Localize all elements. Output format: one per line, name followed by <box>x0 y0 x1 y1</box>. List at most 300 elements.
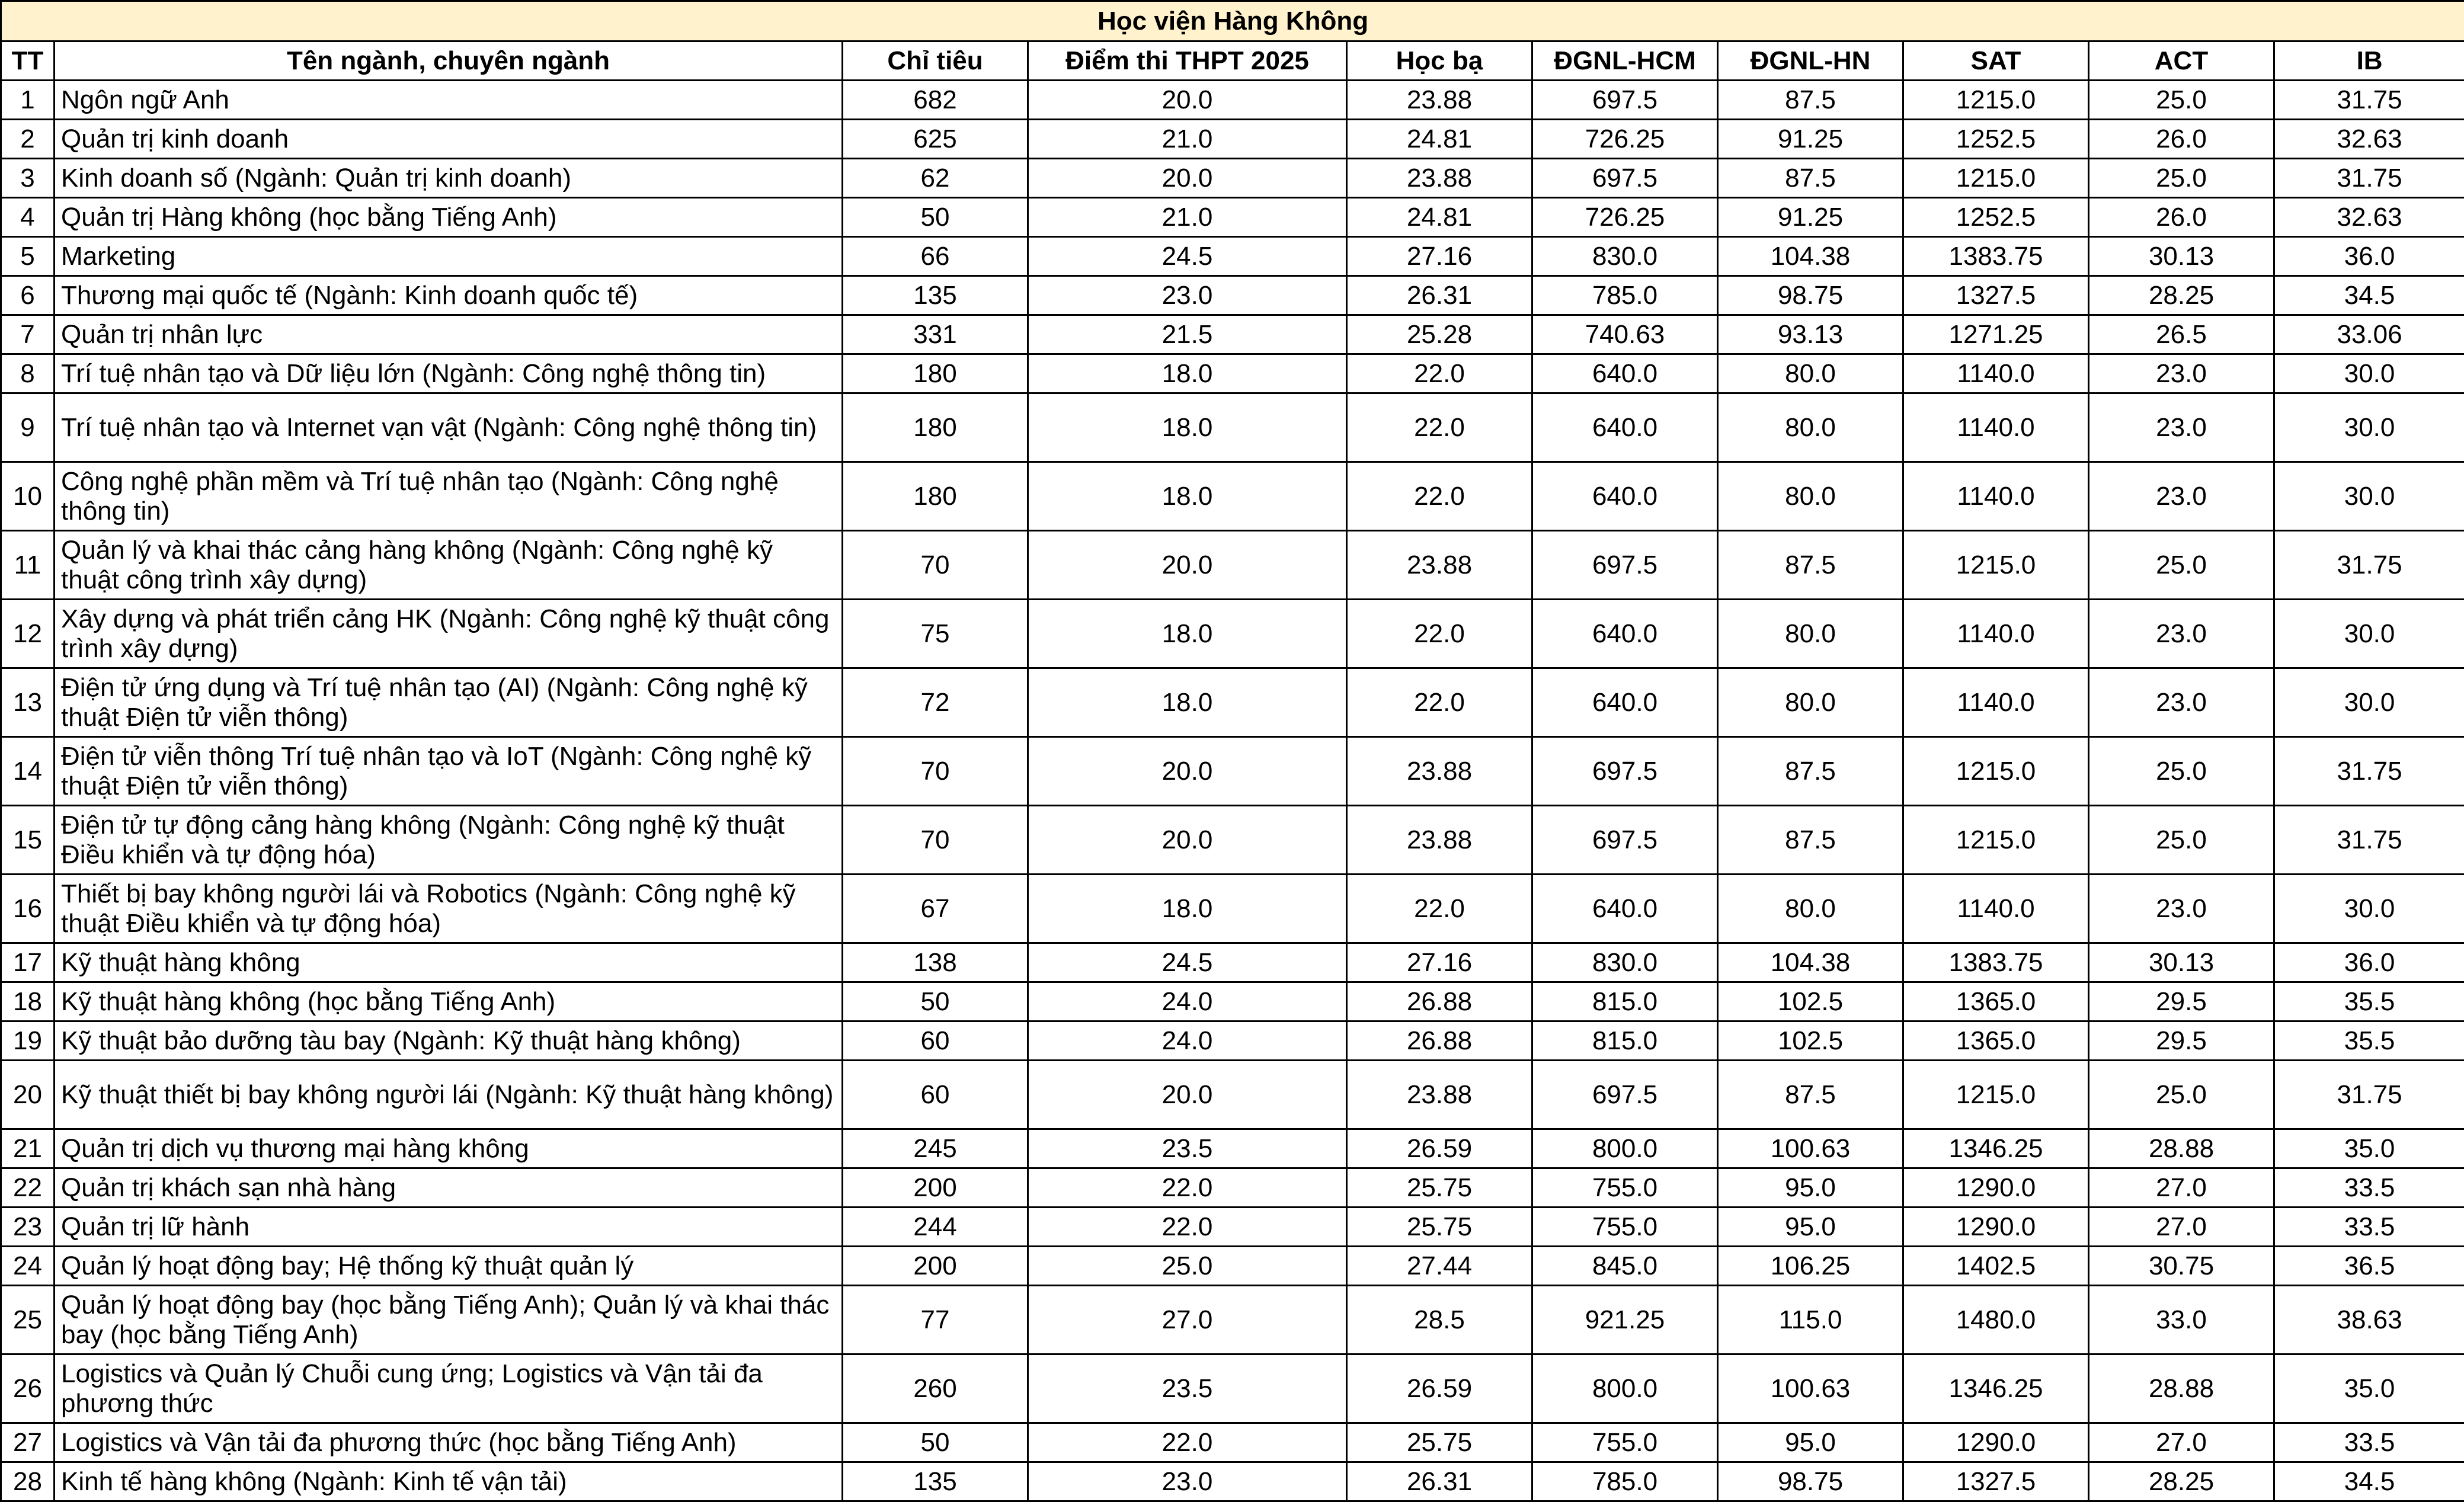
cell-dgnl-hn: 100.63 <box>1718 1129 1903 1168</box>
cell-ib: 31.75 <box>2274 81 2464 120</box>
cell-dgnl-hn: 98.75 <box>1718 1462 1903 1501</box>
table-row <box>1 806 2464 875</box>
cell-program: Thiết bị bay không người lái và Robotics (Ngành: Công nghệ kỹ thuật Điều khiển và tự động hóa) <box>55 875 843 943</box>
cell-transcript: 22.0 <box>1347 875 1532 943</box>
cell-quota: 66 <box>843 237 1028 276</box>
cell-sat: 1365.0 <box>1903 1021 2089 1061</box>
cell-transcript: 23.88 <box>1347 737 1532 806</box>
cell-program: Điện tử viễn thông Trí tuệ nhân tạo và IoT (Ngành: Công nghệ kỹ thuật Điện tử viễn thông) <box>55 737 843 806</box>
cell-dgnl-hn: 87.5 <box>1718 81 1903 120</box>
cell-dgnl-hcm: 830.0 <box>1532 237 1718 276</box>
cell-program: Quản trị kinh doanh <box>55 120 843 159</box>
cell-sat: 1215.0 <box>1903 1061 2089 1129</box>
cell-dgnl-hcm: 697.5 <box>1532 531 1718 600</box>
cell-thpt-score: 21.5 <box>1028 315 1347 354</box>
cell-program: Kỹ thuật thiết bị bay không người lái (Ngành: Kỹ thuật hàng không) <box>55 1061 843 1129</box>
table-row <box>1 668 2464 737</box>
cell-act: 27.0 <box>2089 1168 2274 1208</box>
cell-sat: 1140.0 <box>1903 462 2089 531</box>
cell-dgnl-hcm: 755.0 <box>1532 1423 1718 1462</box>
header-cell-thpt-score: Điểm thi THPT 2025 <box>1028 41 1347 81</box>
header-cell-program: Tên ngành, chuyên ngành <box>55 41 843 81</box>
cell-sat: 1140.0 <box>1903 875 2089 943</box>
header-cell-act: ACT <box>2089 41 2274 81</box>
cell-sat: 1215.0 <box>1903 159 2089 198</box>
cell-act: 28.88 <box>2089 1129 2274 1168</box>
table-row <box>1 1129 2464 1168</box>
cell-dgnl-hn: 80.0 <box>1718 393 1903 462</box>
cell-program: Ngôn ngữ Anh <box>55 81 843 120</box>
table-row <box>1 1462 2464 1501</box>
cell-ib: 30.0 <box>2274 393 2464 462</box>
cell-act: 33.0 <box>2089 1286 2274 1354</box>
cell-transcript: 23.88 <box>1347 81 1532 120</box>
cell-dgnl-hn: 91.25 <box>1718 198 1903 237</box>
table-row <box>1 600 2464 668</box>
cell-tt: 14 <box>1 737 55 806</box>
cell-dgnl-hn: 80.0 <box>1718 462 1903 531</box>
cell-transcript: 25.75 <box>1347 1423 1532 1462</box>
cell-program: Công nghệ phần mềm và Trí tuệ nhân tạo (Ngành: Công nghệ thông tin) <box>55 462 843 531</box>
cell-ib: 35.0 <box>2274 1129 2464 1168</box>
cell-dgnl-hcm: 726.25 <box>1532 120 1718 159</box>
cell-sat: 1327.5 <box>1903 276 2089 315</box>
table-row <box>1 462 2464 531</box>
cell-ib: 31.75 <box>2274 159 2464 198</box>
cell-ib: 35.5 <box>2274 982 2464 1021</box>
cell-quota: 70 <box>843 531 1028 600</box>
cell-act: 25.0 <box>2089 81 2274 120</box>
header-cell-dgnl-hn: ĐGNL-HN <box>1718 41 1903 81</box>
cell-ib: 30.0 <box>2274 354 2464 393</box>
cell-program: Marketing <box>55 237 843 276</box>
cell-sat: 1327.5 <box>1903 1462 2089 1501</box>
cell-quota: 180 <box>843 354 1028 393</box>
table-row <box>1 737 2464 806</box>
cell-thpt-score: 22.0 <box>1028 1423 1347 1462</box>
cell-sat: 1215.0 <box>1903 81 2089 120</box>
cell-program: Quản lý hoạt động bay (học bằng Tiếng Anh); Quản lý và khai thác bay (học bằng Tiếng Anh) <box>55 1286 843 1354</box>
cell-dgnl-hcm: 640.0 <box>1532 875 1718 943</box>
cell-thpt-score: 21.0 <box>1028 120 1347 159</box>
cell-sat: 1383.75 <box>1903 943 2089 982</box>
cell-act: 23.0 <box>2089 393 2274 462</box>
cell-transcript: 24.81 <box>1347 198 1532 237</box>
cell-tt: 16 <box>1 875 55 943</box>
table-row <box>1 982 2464 1021</box>
cell-dgnl-hcm: 755.0 <box>1532 1168 1718 1208</box>
cell-thpt-score: 21.0 <box>1028 198 1347 237</box>
cell-dgnl-hn: 80.0 <box>1718 875 1903 943</box>
table-row <box>1 1168 2464 1208</box>
cell-sat: 1365.0 <box>1903 982 2089 1021</box>
cell-dgnl-hn: 104.38 <box>1718 943 1903 982</box>
cell-dgnl-hn: 87.5 <box>1718 1061 1903 1129</box>
cell-sat: 1140.0 <box>1903 600 2089 668</box>
cell-ib: 36.5 <box>2274 1247 2464 1286</box>
cell-dgnl-hcm: 845.0 <box>1532 1247 1718 1286</box>
table-row <box>1 1423 2464 1462</box>
cell-transcript: 26.88 <box>1347 1021 1532 1061</box>
cell-quota: 138 <box>843 943 1028 982</box>
cell-dgnl-hn: 93.13 <box>1718 315 1903 354</box>
cell-tt: 7 <box>1 315 55 354</box>
cell-program: Kỹ thuật hàng không <box>55 943 843 982</box>
cell-ib: 30.0 <box>2274 668 2464 737</box>
cell-quota: 180 <box>843 393 1028 462</box>
cell-tt: 10 <box>1 462 55 531</box>
cell-transcript: 24.81 <box>1347 120 1532 159</box>
cell-quota: 135 <box>843 1462 1028 1501</box>
cell-thpt-score: 18.0 <box>1028 462 1347 531</box>
cell-dgnl-hn: 100.63 <box>1718 1354 1903 1423</box>
cell-sat: 1290.0 <box>1903 1168 2089 1208</box>
table-row <box>1 531 2464 600</box>
table-body <box>1 81 2464 1501</box>
cell-transcript: 26.31 <box>1347 1462 1532 1501</box>
cell-ib: 33.5 <box>2274 1423 2464 1462</box>
cell-ib: 34.5 <box>2274 1462 2464 1501</box>
cell-transcript: 22.0 <box>1347 354 1532 393</box>
cell-dgnl-hn: 102.5 <box>1718 982 1903 1021</box>
cell-dgnl-hn: 87.5 <box>1718 737 1903 806</box>
cell-ib: 32.63 <box>2274 120 2464 159</box>
cell-ib: 30.0 <box>2274 600 2464 668</box>
cell-act: 25.0 <box>2089 1061 2274 1129</box>
cell-transcript: 26.31 <box>1347 276 1532 315</box>
cell-ib: 33.5 <box>2274 1208 2464 1247</box>
cell-quota: 50 <box>843 982 1028 1021</box>
cell-ib: 35.5 <box>2274 1021 2464 1061</box>
cell-tt: 2 <box>1 120 55 159</box>
cell-dgnl-hcm: 697.5 <box>1532 1061 1718 1129</box>
header-cell-transcript: Học bạ <box>1347 41 1532 81</box>
cell-dgnl-hn: 95.0 <box>1718 1168 1903 1208</box>
cell-program: Xây dựng và phát triển cảng HK (Ngành: Công nghệ kỹ thuật công trình xây dựng) <box>55 600 843 668</box>
cell-sat: 1215.0 <box>1903 806 2089 875</box>
cell-thpt-score: 23.5 <box>1028 1129 1347 1168</box>
cell-thpt-score: 18.0 <box>1028 600 1347 668</box>
cell-sat: 1252.5 <box>1903 120 2089 159</box>
cell-dgnl-hcm: 800.0 <box>1532 1129 1718 1168</box>
cell-tt: 28 <box>1 1462 55 1501</box>
cell-dgnl-hcm: 755.0 <box>1532 1208 1718 1247</box>
cell-thpt-score: 20.0 <box>1028 806 1347 875</box>
cell-ib: 33.06 <box>2274 315 2464 354</box>
table-row <box>1 1286 2464 1354</box>
cell-program: Trí tuệ nhân tạo và Dữ liệu lớn (Ngành: Công nghệ thông tin) <box>55 354 843 393</box>
cell-quota: 244 <box>843 1208 1028 1247</box>
cell-act: 23.0 <box>2089 875 2274 943</box>
header-cell-tt: TT <box>1 41 55 81</box>
cell-dgnl-hn: 106.25 <box>1718 1247 1903 1286</box>
cell-tt: 25 <box>1 1286 55 1354</box>
cell-program: Logistics và Vận tải đa phương thức (học bằng Tiếng Anh) <box>55 1423 843 1462</box>
cell-ib: 33.5 <box>2274 1168 2464 1208</box>
cell-tt: 20 <box>1 1061 55 1129</box>
cell-thpt-score: 23.5 <box>1028 1354 1347 1423</box>
cell-program: Quản trị Hàng không (học bằng Tiếng Anh) <box>55 198 843 237</box>
table-row <box>1 943 2464 982</box>
cell-program: Quản trị nhân lực <box>55 315 843 354</box>
header-cell-ib: IB <box>2274 41 2464 81</box>
cell-dgnl-hn: 104.38 <box>1718 237 1903 276</box>
cell-quota: 200 <box>843 1168 1028 1208</box>
cell-act: 23.0 <box>2089 600 2274 668</box>
cell-dgnl-hcm: 740.63 <box>1532 315 1718 354</box>
cell-act: 26.0 <box>2089 120 2274 159</box>
cell-thpt-score: 24.0 <box>1028 982 1347 1021</box>
cell-program: Kỹ thuật bảo dưỡng tàu bay (Ngành: Kỹ thuật hàng không) <box>55 1021 843 1061</box>
cell-act: 30.13 <box>2089 943 2274 982</box>
cell-quota: 70 <box>843 806 1028 875</box>
cell-thpt-score: 20.0 <box>1028 737 1347 806</box>
cell-transcript: 26.59 <box>1347 1354 1532 1423</box>
header-cell-dgnl-hcm: ĐGNL-HCM <box>1532 41 1718 81</box>
cell-transcript: 27.16 <box>1347 237 1532 276</box>
cell-tt: 26 <box>1 1354 55 1423</box>
cell-act: 30.13 <box>2089 237 2274 276</box>
cell-quota: 77 <box>843 1286 1028 1354</box>
cell-quota: 60 <box>843 1061 1028 1129</box>
cell-program: Thương mại quốc tế (Ngành: Kinh doanh quốc tế) <box>55 276 843 315</box>
cell-quota: 135 <box>843 276 1028 315</box>
header-cell-sat: SAT <box>1903 41 2089 81</box>
cell-act: 28.25 <box>2089 1462 2274 1501</box>
cell-sat: 1290.0 <box>1903 1208 2089 1247</box>
cell-tt: 15 <box>1 806 55 875</box>
cell-sat: 1215.0 <box>1903 737 2089 806</box>
cell-transcript: 27.44 <box>1347 1247 1532 1286</box>
cell-ib: 36.0 <box>2274 237 2464 276</box>
cell-program: Điện tử tự động cảng hàng không (Ngành: Công nghệ kỹ thuật Điều khiển và tự động hóa) <box>55 806 843 875</box>
cell-transcript: 23.88 <box>1347 1061 1532 1129</box>
cell-quota: 682 <box>843 81 1028 120</box>
cell-thpt-score: 18.0 <box>1028 354 1347 393</box>
table-title: Học viện Hàng Không <box>1 1 2464 41</box>
cell-sat: 1140.0 <box>1903 668 2089 737</box>
cell-quota: 75 <box>843 600 1028 668</box>
cell-dgnl-hcm: 785.0 <box>1532 1462 1718 1501</box>
cell-quota: 180 <box>843 462 1028 531</box>
cell-transcript: 27.16 <box>1347 943 1532 982</box>
cell-thpt-score: 27.0 <box>1028 1286 1347 1354</box>
cell-thpt-score: 23.0 <box>1028 1462 1347 1501</box>
cell-dgnl-hcm: 640.0 <box>1532 668 1718 737</box>
cell-dgnl-hn: 115.0 <box>1718 1286 1903 1354</box>
cell-dgnl-hn: 87.5 <box>1718 531 1903 600</box>
table-row <box>1 875 2464 943</box>
table-row <box>1 237 2464 276</box>
cell-sat: 1402.5 <box>1903 1247 2089 1286</box>
cell-dgnl-hn: 80.0 <box>1718 354 1903 393</box>
table-row <box>1 1354 2464 1423</box>
cell-quota: 60 <box>843 1021 1028 1061</box>
cell-dgnl-hcm: 800.0 <box>1532 1354 1718 1423</box>
cell-act: 25.0 <box>2089 531 2274 600</box>
cell-program: Quản lý hoạt động bay; Hệ thống kỹ thuật quản lý <box>55 1247 843 1286</box>
cell-act: 23.0 <box>2089 462 2274 531</box>
cell-thpt-score: 22.0 <box>1028 1208 1347 1247</box>
cell-tt: 19 <box>1 1021 55 1061</box>
cell-tt: 9 <box>1 393 55 462</box>
cell-tt: 11 <box>1 531 55 600</box>
cell-thpt-score: 18.0 <box>1028 393 1347 462</box>
cell-tt: 1 <box>1 81 55 120</box>
cell-act: 28.25 <box>2089 276 2274 315</box>
cell-dgnl-hn: 95.0 <box>1718 1208 1903 1247</box>
table-row <box>1 1247 2464 1286</box>
cell-sat: 1271.25 <box>1903 315 2089 354</box>
cell-act: 27.0 <box>2089 1423 2274 1462</box>
cell-tt: 21 <box>1 1129 55 1168</box>
cell-thpt-score: 25.0 <box>1028 1247 1347 1286</box>
cell-dgnl-hcm: 921.25 <box>1532 1286 1718 1354</box>
cell-ib: 31.75 <box>2274 737 2464 806</box>
cell-quota: 62 <box>843 159 1028 198</box>
cell-program: Quản lý và khai thác cảng hàng không (Ngành: Công nghệ kỹ thuật công trình xây dựng) <box>55 531 843 600</box>
cell-thpt-score: 20.0 <box>1028 159 1347 198</box>
cell-transcript: 22.0 <box>1347 462 1532 531</box>
cell-program: Kỹ thuật hàng không (học bằng Tiếng Anh) <box>55 982 843 1021</box>
cell-quota: 200 <box>843 1247 1028 1286</box>
cell-program: Quản trị lữ hành <box>55 1208 843 1247</box>
cell-act: 27.0 <box>2089 1208 2274 1247</box>
cell-ib: 31.75 <box>2274 806 2464 875</box>
cell-sat: 1140.0 <box>1903 354 2089 393</box>
cell-dgnl-hn: 102.5 <box>1718 1021 1903 1061</box>
cell-dgnl-hcm: 785.0 <box>1532 276 1718 315</box>
cell-act: 29.5 <box>2089 982 2274 1021</box>
cell-quota: 67 <box>843 875 1028 943</box>
cell-program: Trí tuệ nhân tạo và Internet vạn vật (Ngành: Công nghệ thông tin) <box>55 393 843 462</box>
cell-dgnl-hn: 80.0 <box>1718 668 1903 737</box>
cell-dgnl-hcm: 697.5 <box>1532 737 1718 806</box>
cell-quota: 625 <box>843 120 1028 159</box>
cell-ib: 31.75 <box>2274 531 2464 600</box>
cell-transcript: 23.88 <box>1347 806 1532 875</box>
cell-tt: 18 <box>1 982 55 1021</box>
cell-tt: 8 <box>1 354 55 393</box>
cell-dgnl-hn: 80.0 <box>1718 600 1903 668</box>
cell-ib: 36.0 <box>2274 943 2464 982</box>
cell-ib: 30.0 <box>2274 462 2464 531</box>
cell-transcript: 26.88 <box>1347 982 1532 1021</box>
cell-tt: 5 <box>1 237 55 276</box>
cell-transcript: 22.0 <box>1347 668 1532 737</box>
cell-tt: 12 <box>1 600 55 668</box>
cell-thpt-score: 22.0 <box>1028 1168 1347 1208</box>
cell-transcript: 25.75 <box>1347 1168 1532 1208</box>
cell-tt: 4 <box>1 198 55 237</box>
cell-quota: 50 <box>843 1423 1028 1462</box>
cell-act: 23.0 <box>2089 668 2274 737</box>
cell-dgnl-hcm: 640.0 <box>1532 393 1718 462</box>
table-row <box>1 315 2464 354</box>
cell-act: 26.5 <box>2089 315 2274 354</box>
table-row <box>1 393 2464 462</box>
cell-act: 25.0 <box>2089 806 2274 875</box>
cell-dgnl-hn: 87.5 <box>1718 159 1903 198</box>
cell-tt: 13 <box>1 668 55 737</box>
cell-sat: 1383.75 <box>1903 237 2089 276</box>
cell-act: 25.0 <box>2089 159 2274 198</box>
table-row <box>1 1061 2464 1129</box>
cell-quota: 245 <box>843 1129 1028 1168</box>
cell-dgnl-hcm: 697.5 <box>1532 159 1718 198</box>
cell-transcript: 25.75 <box>1347 1208 1532 1247</box>
cell-thpt-score: 18.0 <box>1028 668 1347 737</box>
cell-ib: 31.75 <box>2274 1061 2464 1129</box>
cell-dgnl-hn: 98.75 <box>1718 276 1903 315</box>
cell-tt: 24 <box>1 1247 55 1286</box>
cell-program: Điện tử ứng dụng và Trí tuệ nhân tạo (AI) (Ngành: Công nghệ kỹ thuật Điện tử viễn thông) <box>55 668 843 737</box>
cell-program: Logistics và Quản lý Chuỗi cung ứng; Logistics và Vận tải đa phương thức <box>55 1354 843 1423</box>
cell-tt: 17 <box>1 943 55 982</box>
cell-thpt-score: 23.0 <box>1028 276 1347 315</box>
cell-ib: 38.63 <box>2274 1286 2464 1354</box>
cell-tt: 6 <box>1 276 55 315</box>
cell-tt: 27 <box>1 1423 55 1462</box>
table-row <box>1 354 2464 393</box>
cell-sat: 1140.0 <box>1903 393 2089 462</box>
cell-dgnl-hcm: 815.0 <box>1532 1021 1718 1061</box>
cell-dgnl-hcm: 697.5 <box>1532 81 1718 120</box>
cell-thpt-score: 24.5 <box>1028 943 1347 982</box>
table-row <box>1 198 2464 237</box>
cell-dgnl-hcm: 640.0 <box>1532 462 1718 531</box>
cell-ib: 35.0 <box>2274 1354 2464 1423</box>
cell-act: 29.5 <box>2089 1021 2274 1061</box>
cell-program: Quản trị dịch vụ thương mại hàng không <box>55 1129 843 1168</box>
cell-quota: 72 <box>843 668 1028 737</box>
cell-thpt-score: 18.0 <box>1028 875 1347 943</box>
table-row <box>1 276 2464 315</box>
cell-program: Kinh doanh số (Ngành: Quản trị kinh doanh) <box>55 159 843 198</box>
cell-quota: 70 <box>843 737 1028 806</box>
cell-act: 30.75 <box>2089 1247 2274 1286</box>
cell-quota: 331 <box>843 315 1028 354</box>
cell-transcript: 26.59 <box>1347 1129 1532 1168</box>
cell-thpt-score: 20.0 <box>1028 531 1347 600</box>
cell-sat: 1480.0 <box>1903 1286 2089 1354</box>
table-row <box>1 120 2464 159</box>
cell-dgnl-hcm: 815.0 <box>1532 982 1718 1021</box>
cell-tt: 23 <box>1 1208 55 1247</box>
cell-ib: 32.63 <box>2274 198 2464 237</box>
cell-tt: 3 <box>1 159 55 198</box>
cell-thpt-score: 20.0 <box>1028 81 1347 120</box>
cell-act: 28.88 <box>2089 1354 2274 1423</box>
table-row <box>1 159 2464 198</box>
cell-tt: 22 <box>1 1168 55 1208</box>
header-row <box>1 41 2464 81</box>
cell-transcript: 22.0 <box>1347 393 1532 462</box>
cell-sat: 1290.0 <box>1903 1423 2089 1462</box>
cell-thpt-score: 24.0 <box>1028 1021 1347 1061</box>
cell-transcript: 28.5 <box>1347 1286 1532 1354</box>
cell-transcript: 22.0 <box>1347 600 1532 668</box>
cell-act: 23.0 <box>2089 354 2274 393</box>
cell-ib: 34.5 <box>2274 276 2464 315</box>
cell-transcript: 23.88 <box>1347 531 1532 600</box>
cell-transcript: 25.28 <box>1347 315 1532 354</box>
cell-sat: 1215.0 <box>1903 531 2089 600</box>
table-row <box>1 1208 2464 1247</box>
cell-dgnl-hcm: 640.0 <box>1532 354 1718 393</box>
cell-dgnl-hn: 87.5 <box>1718 806 1903 875</box>
cell-quota: 260 <box>843 1354 1028 1423</box>
